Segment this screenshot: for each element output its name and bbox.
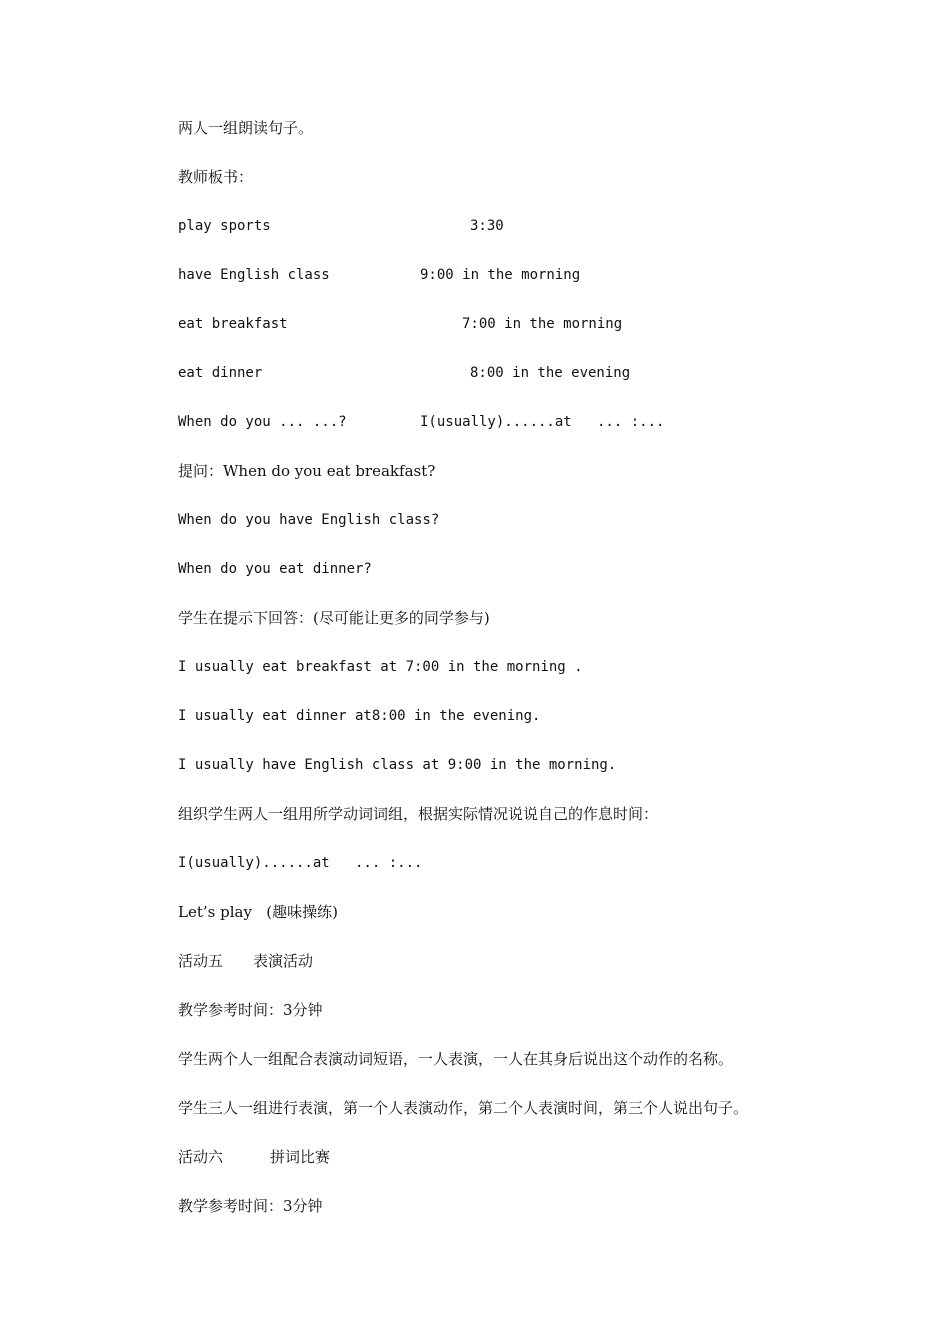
question-dinner: When do you eat dinner?	[178, 561, 372, 577]
board-row-time: 3:30	[470, 218, 504, 234]
board-row-time: 8:00 in the evening	[470, 365, 631, 381]
board-answer-pattern: I(usually)......at ... :...	[420, 414, 665, 430]
activity-five-title: 表演活动	[253, 952, 314, 970]
question-english-class: When do you have English class?	[178, 512, 440, 528]
activity-six-label: 活动六	[178, 1148, 224, 1166]
answer-breakfast: I usually eat breakfast at 7:00 in the morning .	[178, 659, 583, 675]
activity-six-title: 拼词比赛	[270, 1148, 331, 1166]
board-row-phrase: eat dinner	[178, 365, 263, 381]
answer-dinner: I usually eat dinner at8:00 in the evening.	[178, 708, 541, 724]
activity-five-label: 活动五	[178, 952, 224, 970]
board-row-phrase: play sports	[178, 218, 271, 234]
sentence-pattern: I(usually)......at ... :...	[178, 855, 423, 871]
instruction-read-sentences: 两人一组朗读句子。	[178, 119, 314, 137]
board-row-time: 7:00 in the morning	[462, 316, 623, 332]
activity-six-time: 教学参考时间：3分钟	[178, 1197, 323, 1215]
lets-play-heading: Let’s play (趣味操练)	[178, 903, 338, 921]
performance-groups-instruction: 学生三人一组进行表演，第一个人表演动作，第二个人表演时间，第三个人说出句子。	[178, 1099, 749, 1117]
student-answer-instruction: 学生在提示下回答：(尽可能让更多的同学参与)	[178, 609, 490, 627]
performance-pairs-instruction: 学生两个人一组配合表演动词短语，一人表演，一人在其身后说出这个动作的名称。	[178, 1050, 734, 1068]
answer-english-class: I usually have English class at 9:00 in the morning.	[178, 757, 617, 773]
pair-work-instruction: 组织学生两人一组用所学动词词组，根据实际情况说说自己的作息时间：	[178, 805, 659, 823]
board-writing-heading: 教师板书：	[178, 168, 254, 186]
board-row-phrase: have English class	[178, 267, 330, 283]
question-breakfast: 提问：When do you eat breakfast?	[178, 462, 436, 480]
board-question-pattern: When do you ... ...?	[178, 414, 347, 430]
board-row-phrase: eat breakfast	[178, 316, 288, 332]
activity-five-time: 教学参考时间：3分钟	[178, 1001, 323, 1019]
board-row-time: 9:00 in the morning	[420, 267, 581, 283]
